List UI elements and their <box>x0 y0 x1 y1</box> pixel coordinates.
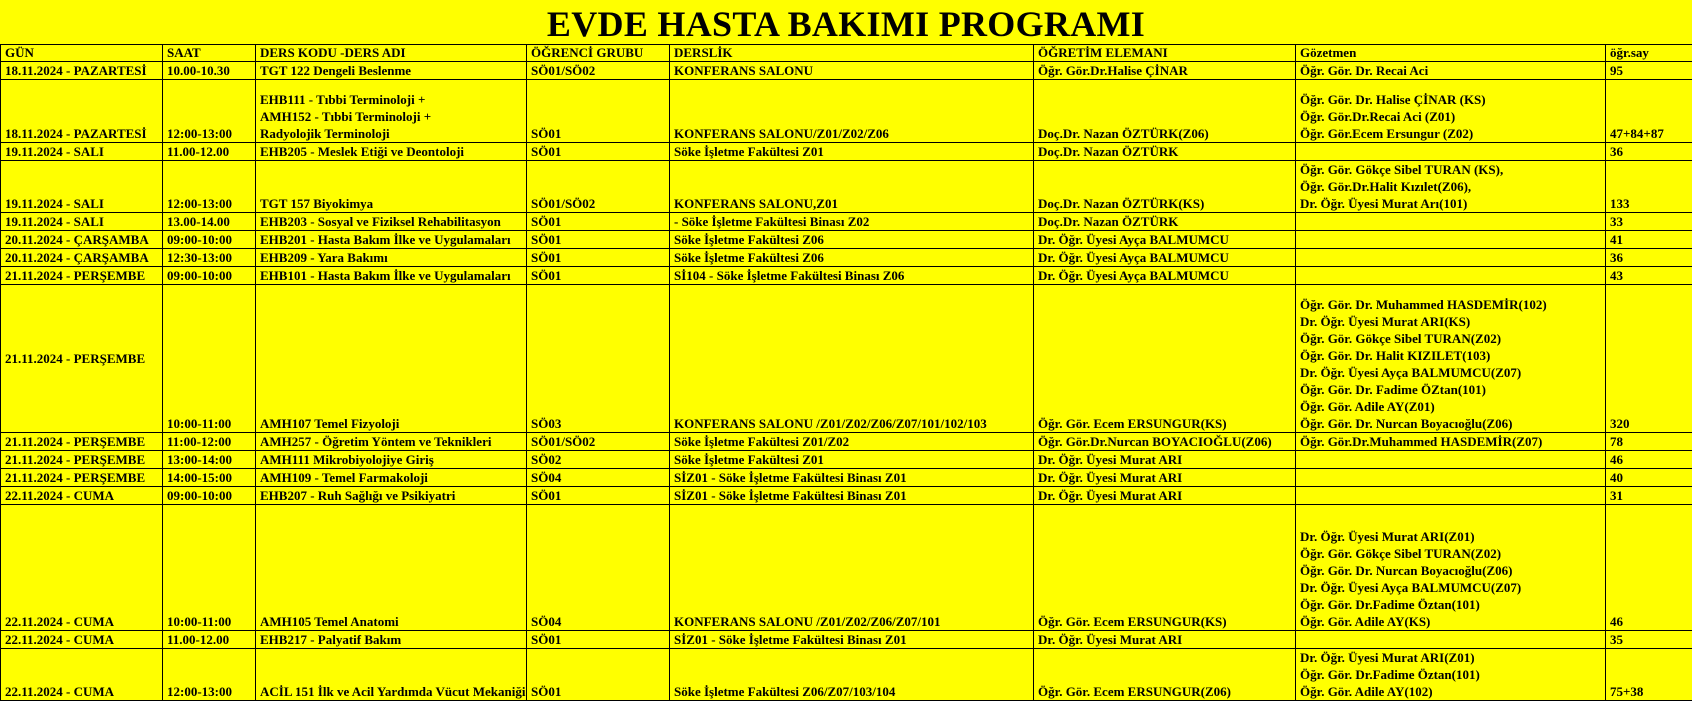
table-row <box>1 649 1692 701</box>
cell-derslik: Söke İşletme Fakültesi Z06 <box>670 249 1034 267</box>
cell-ogretim-elemani: Doç.Dr. Nazan ÖZTÜRK <box>1034 213 1296 231</box>
cell-gun: 21.11.2024 - PERŞEMBE <box>1 433 163 451</box>
cell-derslik: Söke İşletme Fakültesi Z01/Z02 <box>670 433 1034 451</box>
cell-grup: SÖ01 <box>527 213 670 231</box>
cell-derslik: KONFERANS SALONU/Z01/Z02/Z06 <box>670 80 1034 143</box>
cell-gozetmen: Öğr. Gör. Gökçe Sibel TURAN (KS), Öğr. Gör.Dr.Halit Kızılet(Z06), Dr. Öğr. Üyesi Murat Arı(101) <box>1296 161 1606 213</box>
cell-saat: 09:00-10:00 <box>163 487 256 505</box>
cell-grup: SÖ02 <box>527 451 670 469</box>
cell-grup: SÖ04 <box>527 469 670 487</box>
cell-gun: 21.11.2024 - PERŞEMBE <box>1 469 163 487</box>
header-gozetmen: Gözetmen <box>1296 45 1606 62</box>
cell-gozetmen <box>1296 469 1606 487</box>
cell-ogr-say: 46 <box>1606 505 1692 631</box>
cell-saat: 12:30-13:00 <box>163 249 256 267</box>
cell-ders: EHB111 - Tıbbi Terminoloji + AMH152 - Tıbbi Terminoloji + Radyolojik Terminoloji <box>256 80 527 143</box>
cell-saat: 12:00-13:00 <box>163 80 256 143</box>
table-row <box>1 143 1692 161</box>
table-row <box>1 505 1692 631</box>
cell-ders: TGT 122 Dengeli Beslenme <box>256 62 527 80</box>
table-row <box>1 80 1692 143</box>
cell-ogretim-elemani: Dr. Öğr. Üyesi Murat ARI <box>1034 451 1296 469</box>
table-row <box>1 267 1692 285</box>
cell-saat: 14:00-15:00 <box>163 469 256 487</box>
cell-saat: 12:00-13:00 <box>163 161 256 213</box>
cell-gozetmen <box>1296 487 1606 505</box>
cell-derslik: KONFERANS SALONU /Z01/Z02/Z06/Z07/101 <box>670 505 1034 631</box>
cell-ogr-say: 41 <box>1606 231 1692 249</box>
table-row <box>1 62 1692 80</box>
cell-ogretim-elemani: Dr. Öğr. Üyesi Ayça BALMUMCU <box>1034 249 1296 267</box>
cell-ders: AMH105 Temel Anatomi <box>256 505 527 631</box>
cell-ogr-say: 47+84+87 <box>1606 80 1692 143</box>
cell-ders: EHB217 - Palyatif Bakım <box>256 631 527 649</box>
cell-saat: 13.00-14.00 <box>163 213 256 231</box>
cell-grup: SÖ01/SÖ02 <box>527 161 670 213</box>
cell-ogretim-elemani: Öğr. Gör.Dr.Nurcan BOYACIOĞLU(Z06) <box>1034 433 1296 451</box>
cell-gun: 22.11.2024 - CUMA <box>1 487 163 505</box>
header-saat: SAAT <box>163 45 256 62</box>
cell-ogretim-elemani: Dr. Öğr. Üyesi Ayça BALMUMCU <box>1034 231 1296 249</box>
cell-gozetmen: Öğr. Gör. Dr. Recai Aci <box>1296 62 1606 80</box>
table-row <box>1 249 1692 267</box>
cell-grup: SÖ01 <box>527 649 670 701</box>
cell-grup: SÖ01/SÖ02 <box>527 433 670 451</box>
cell-ogr-say: 35 <box>1606 631 1692 649</box>
cell-ogr-say: 46 <box>1606 451 1692 469</box>
cell-gozetmen <box>1296 631 1606 649</box>
cell-ders: EHB101 - Hasta Bakım İlke ve Uygulamaları <box>256 267 527 285</box>
cell-derslik: SİZ01 - Söke İşletme Fakültesi Binası Z01 <box>670 469 1034 487</box>
cell-saat: 11.00-12.00 <box>163 143 256 161</box>
cell-ogr-say: 95 <box>1606 62 1692 80</box>
cell-ogr-say: 36 <box>1606 249 1692 267</box>
cell-ders: AMH257 - Öğretim Yöntem ve Teknikleri <box>256 433 527 451</box>
cell-ogr-say: 78 <box>1606 433 1692 451</box>
cell-derslik: Söke İşletme Fakültesi Z06 <box>670 231 1034 249</box>
cell-ders: EHB207 - Ruh Sağlığı ve Psikiyatri <box>256 487 527 505</box>
cell-ogretim-elemani: Dr. Öğr. Üyesi Murat ARI <box>1034 631 1296 649</box>
cell-grup: SÖ04 <box>527 505 670 631</box>
cell-derslik: KONFERANS SALONU,Z01 <box>670 161 1034 213</box>
cell-saat: 10:00-11:00 <box>163 285 256 433</box>
table-row <box>1 161 1692 213</box>
table-row <box>1 433 1692 451</box>
cell-ogretim-elemani: Doç.Dr. Nazan ÖZTÜRK(Z06) <box>1034 80 1296 143</box>
cell-grup: SÖ01 <box>527 231 670 249</box>
cell-ders: EHB201 - Hasta Bakım İlke ve Uygulamaları <box>256 231 527 249</box>
cell-ogr-say: 320 <box>1606 285 1692 433</box>
header-ders: DERS KODU -DERS ADI <box>256 45 527 62</box>
cell-ders: EHB203 - Sosyal ve Fiziksel Rehabilitasyon <box>256 213 527 231</box>
cell-derslik: KONFERANS SALONU /Z01/Z02/Z06/Z07/101/102/103 <box>670 285 1034 433</box>
table-row <box>1 213 1692 231</box>
cell-ders: EHB209 - Yara Bakımı <box>256 249 527 267</box>
table-row <box>1 487 1692 505</box>
cell-gun: 19.11.2024 - SALI <box>1 161 163 213</box>
table-row <box>1 451 1692 469</box>
cell-gozetmen: Dr. Öğr. Üyesi Murat ARI(Z01) Öğr. Gör. Dr.Fadime Öztan(101) Öğr. Gör. Adile AY(102) <box>1296 649 1606 701</box>
cell-ogr-say: 33 <box>1606 213 1692 231</box>
cell-derslik: Sİ104 - Söke İşletme Fakültesi Binası Z06 <box>670 267 1034 285</box>
cell-gun: 18.11.2024 - PAZARTESİ <box>1 62 163 80</box>
cell-ogretim-elemani: Öğr. Gör. Ecem ERSUNGUR(Z06) <box>1034 649 1296 701</box>
cell-saat: 09:00-10:00 <box>163 231 256 249</box>
table-row <box>1 231 1692 249</box>
cell-derslik: - Söke İşletme Fakültesi Binası Z02 <box>670 213 1034 231</box>
cell-gun: 20.11.2024 - ÇARŞAMBA <box>1 231 163 249</box>
cell-ogr-say: 36 <box>1606 143 1692 161</box>
cell-gun: 19.11.2024 - SALI <box>1 143 163 161</box>
cell-gun: 22.11.2024 - CUMA <box>1 649 163 701</box>
cell-ogretim-elemani: Öğr. Gör. Ecem ERSUNGUR(KS) <box>1034 285 1296 433</box>
cell-saat: 13:00-14:00 <box>163 451 256 469</box>
cell-gun: 20.11.2024 - ÇARŞAMBA <box>1 249 163 267</box>
cell-gozetmen <box>1296 213 1606 231</box>
cell-gun: 22.11.2024 - CUMA <box>1 631 163 649</box>
cell-gun: 22.11.2024 - CUMA <box>1 505 163 631</box>
cell-derslik: KONFERANS SALONU <box>670 62 1034 80</box>
cell-ogretim-elemani: Dr. Öğr. Üyesi Murat ARI <box>1034 487 1296 505</box>
cell-derslik: SİZ01 - Söke İşletme Fakültesi Binası Z01 <box>670 487 1034 505</box>
cell-grup: SÖ01 <box>527 631 670 649</box>
cell-saat: 12:00-13:00 <box>163 649 256 701</box>
page-title: EVDE HASTA BAKIMI PROGRAMI <box>0 0 1692 44</box>
cell-ders: AMH107 Temel Fizyoloji <box>256 285 527 433</box>
cell-ogretim-elemani: Dr. Öğr. Üyesi Ayça BALMUMCU <box>1034 267 1296 285</box>
cell-gun: 19.11.2024 - SALI <box>1 213 163 231</box>
schedule-table <box>0 44 1692 701</box>
cell-saat: 11.00-12.00 <box>163 631 256 649</box>
cell-gun: 21.11.2024 - PERŞEMBE <box>1 451 163 469</box>
cell-gozetmen: Öğr. Gör. Dr. Muhammed HASDEMİR(102) Dr. Öğr. Üyesi Murat ARI(KS) Öğr. Gör. Gökçe Sibel TURAN(Z02) Öğr. Gör. Dr. Halit KIZILET(103) Dr. Öğr. Üyesi Ayça BALMUMCU(Z07) Öğr. Gör. Dr. Fadime ÖZtan(101) Öğr. Gör. Adile AY(Z01) Öğr. Gör. Dr. Nurcan Boyacıoğlu(Z06) <box>1296 285 1606 433</box>
table-row <box>1 469 1692 487</box>
cell-derslik: SİZ01 - Söke İşletme Fakültesi Binası Z01 <box>670 631 1034 649</box>
cell-grup: SÖ01 <box>527 249 670 267</box>
cell-ogr-say: 31 <box>1606 487 1692 505</box>
cell-derslik: Söke İşletme Fakültesi Z01 <box>670 451 1034 469</box>
cell-saat: 10:00-11:00 <box>163 505 256 631</box>
cell-saat: 11:00-12:00 <box>163 433 256 451</box>
cell-ogretim-elemani: Doç.Dr. Nazan ÖZTÜRK(KS) <box>1034 161 1296 213</box>
cell-gun: 18.11.2024 - PAZARTESİ <box>1 80 163 143</box>
cell-saat: 10.00-10.30 <box>163 62 256 80</box>
header-ogr-say: öğr.say <box>1606 45 1692 62</box>
cell-ogr-say: 43 <box>1606 267 1692 285</box>
table-row <box>1 285 1692 433</box>
cell-ogretim-elemani: Dr. Öğr. Üyesi Murat ARI <box>1034 469 1296 487</box>
cell-derslik: Söke İşletme Fakültesi Z06/Z07/103/104 <box>670 649 1034 701</box>
cell-grup: SÖ01 <box>527 267 670 285</box>
cell-gozetmen <box>1296 231 1606 249</box>
cell-grup: SÖ01 <box>527 487 670 505</box>
cell-ogretim-elemani: Öğr. Gör. Ecem ERSUNGUR(KS) <box>1034 505 1296 631</box>
cell-gozetmen: Öğr. Gör. Dr. Halise ÇİNAR (KS) Öğr. Gör.Dr.Recai Aci (Z01) Öğr. Gör.Ecem Ersungur (Z02) <box>1296 80 1606 143</box>
cell-ogretim-elemani: Doç.Dr. Nazan ÖZTÜRK <box>1034 143 1296 161</box>
cell-gun: 21.11.2024 - PERŞEMBE <box>1 267 163 285</box>
cell-ders: ACİL 151 İlk ve Acil Yardımda Vücut Mekaniği <box>256 649 527 701</box>
cell-grup: SÖ01/SÖ02 <box>527 62 670 80</box>
cell-ders: EHB205 - Meslek Etiği ve Deontoloji <box>256 143 527 161</box>
cell-ders: AMH111 Mikrobiyolojiye Giriş <box>256 451 527 469</box>
cell-ogretim-elemani: Öğr. Gör.Dr.Halise ÇİNAR <box>1034 62 1296 80</box>
header-ogretim-elemani: ÖĞRETİM ELEMANI <box>1034 45 1296 62</box>
cell-derslik: Söke İşletme Fakültesi Z01 <box>670 143 1034 161</box>
cell-saat: 09:00-10:00 <box>163 267 256 285</box>
header-derslik: DERSLİK <box>670 45 1034 62</box>
cell-grup: SÖ01 <box>527 80 670 143</box>
cell-gun: 21.11.2024 - PERŞEMBE <box>1 285 163 433</box>
cell-gozetmen <box>1296 143 1606 161</box>
header-grup: ÖĞRENCİ GRUBU <box>527 45 670 62</box>
cell-gozetmen: Dr. Öğr. Üyesi Murat ARI(Z01) Öğr. Gör. Gökçe Sibel TURAN(Z02) Öğr. Gör. Dr. Nurcan Boyacıoğlu(Z06) Dr. Öğr. Üyesi Ayça BALMUMCU(Z07) Öğr. Gör. Dr.Fadime Öztan(101) Öğr. Gör. Adile AY(KS) <box>1296 505 1606 631</box>
table-row <box>1 631 1692 649</box>
cell-gozetmen <box>1296 267 1606 285</box>
cell-gozetmen: Öğr. Gör.Dr.Muhammed HASDEMİR(Z07) <box>1296 433 1606 451</box>
cell-gozetmen <box>1296 249 1606 267</box>
cell-grup: SÖ01 <box>527 143 670 161</box>
cell-ogr-say: 40 <box>1606 469 1692 487</box>
header-row <box>1 45 1692 62</box>
cell-ogr-say: 75+38 <box>1606 649 1692 701</box>
cell-grup: SÖ03 <box>527 285 670 433</box>
cell-ders: AMH109 - Temel Farmakoloji <box>256 469 527 487</box>
cell-gozetmen <box>1296 451 1606 469</box>
header-gun: GÜN <box>1 45 163 62</box>
cell-ders: TGT 157 Biyokimya <box>256 161 527 213</box>
cell-ogr-say: 133 <box>1606 161 1692 213</box>
